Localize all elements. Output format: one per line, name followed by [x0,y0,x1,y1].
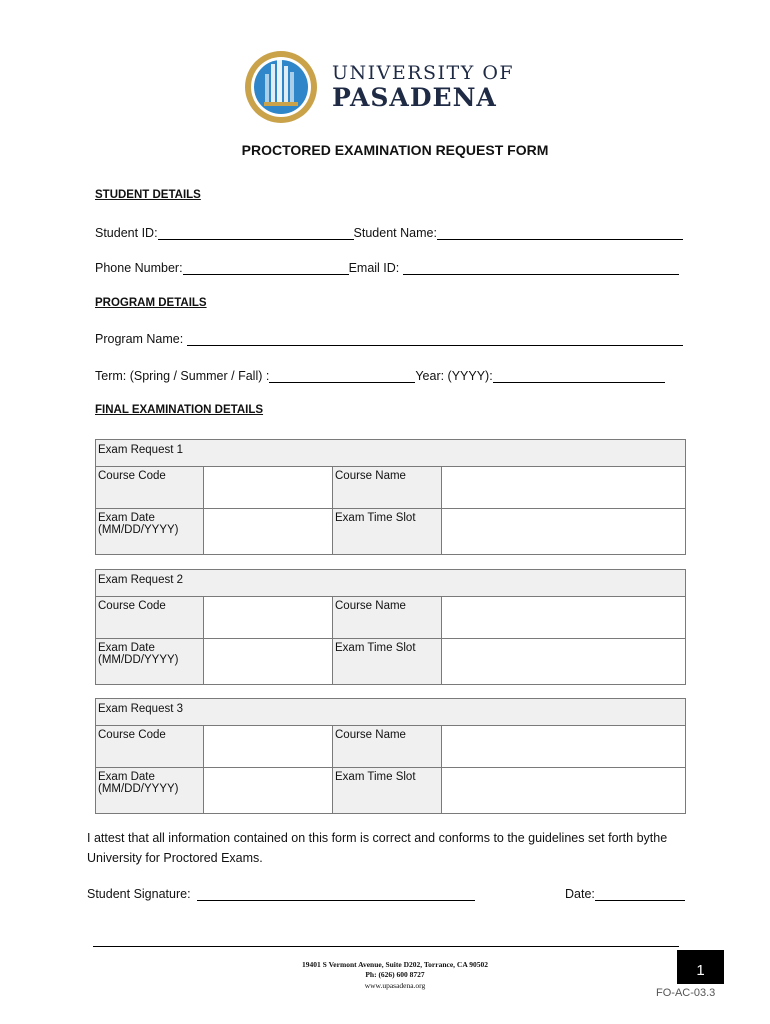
program-details-heading: PROGRAM DETAILS [95,297,207,309]
program-name-field[interactable] [187,332,683,346]
course-code-cell[interactable] [204,597,333,639]
phone-label: Phone Number: [95,261,183,275]
term-field[interactable] [269,369,415,383]
exam-time-slot-cell[interactable] [442,768,686,814]
student-details-heading: STUDENT DETAILS [95,189,201,201]
course-name-cell[interactable] [442,597,686,639]
exam-time-slot-cell[interactable] [442,639,686,685]
exam-request-table-2 [95,569,686,685]
course-name-label: Course Name [333,467,442,509]
signature-row [87,887,475,901]
footer-phone: Ph: (626) 600 8727 [365,970,425,979]
footer-address: 19401 S Vermont Avenue, Suite D202, Torrance, CA 90502 [302,960,488,969]
student-id-field[interactable] [158,226,354,240]
logo-line-2: PASADENA [332,83,497,112]
term-label: Term: (Spring / Summer / Fall) : [95,369,270,383]
logo-line-1: UNIVERSITY OF [332,62,515,84]
exam-date-cell[interactable] [204,768,333,814]
phone-email-row [95,261,679,275]
form-title: PROCTORED EXAMINATION REQUEST FORM [241,142,549,158]
course-name-label: Course Name [333,597,442,639]
exam-request-table-1 [95,439,686,555]
exam-date-label: Exam Date (MM/DD/YYYY) [96,509,204,555]
student-name-field[interactable] [437,226,683,240]
exam-date-label: Exam Date (MM/DD/YYYY) [96,639,204,685]
email-field[interactable] [403,261,679,275]
signature-label: Student Signature: [87,887,191,901]
exam-request-title: Exam Request 1 [96,440,686,467]
university-seal-icon [244,50,318,124]
exam-date-label: Exam Date (MM/DD/YYYY) [96,768,204,814]
email-label: Email ID: [348,261,400,275]
exam-time-slot-label: Exam Time Slot [333,768,442,814]
form-code: FO-AC-03.3 [656,987,716,999]
exam-request-title: Exam Request 2 [96,570,686,597]
attestation-text: I attest that all information contained on this form is correct and conforms to the guidelines set forth bythe University for Proctored Exams. [87,831,668,865]
student-name-label: Student Name: [353,226,437,240]
signature-field[interactable] [197,887,475,901]
student-id-label: Student ID: [95,226,158,240]
university-logo [244,50,524,125]
course-name-cell[interactable] [442,467,686,509]
course-code-cell[interactable] [204,726,333,768]
page-number: 1 [677,950,724,984]
year-field[interactable] [493,369,665,383]
exam-date-cell[interactable] [204,509,333,555]
phone-field[interactable] [183,261,349,275]
date-field[interactable] [595,887,685,901]
course-code-label: Course Code [96,467,204,509]
course-name-cell[interactable] [442,726,686,768]
exam-date-cell[interactable] [204,639,333,685]
year-label: Year: (YYYY): [415,369,493,383]
student-id-row [95,226,683,240]
exam-time-slot-label: Exam Time Slot [333,509,442,555]
date-label: Date: [565,887,595,901]
exam-request-table-3 [95,698,686,814]
exam-time-slot-label: Exam Time Slot [333,639,442,685]
footer-website: www.upasadena.org [364,981,426,990]
course-code-label: Course Code [96,597,204,639]
footer-divider [93,946,679,947]
course-code-cell[interactable] [204,467,333,509]
term-year-row [95,369,665,383]
program-name-label: Program Name: [95,332,184,346]
program-name-row [95,332,683,346]
course-name-label: Course Name [333,726,442,768]
exam-request-title: Exam Request 3 [96,699,686,726]
date-row [565,887,685,901]
course-code-label: Course Code [96,726,204,768]
final-exam-heading: FINAL EXAMINATION DETAILS [95,404,264,416]
exam-time-slot-cell[interactable] [442,509,686,555]
